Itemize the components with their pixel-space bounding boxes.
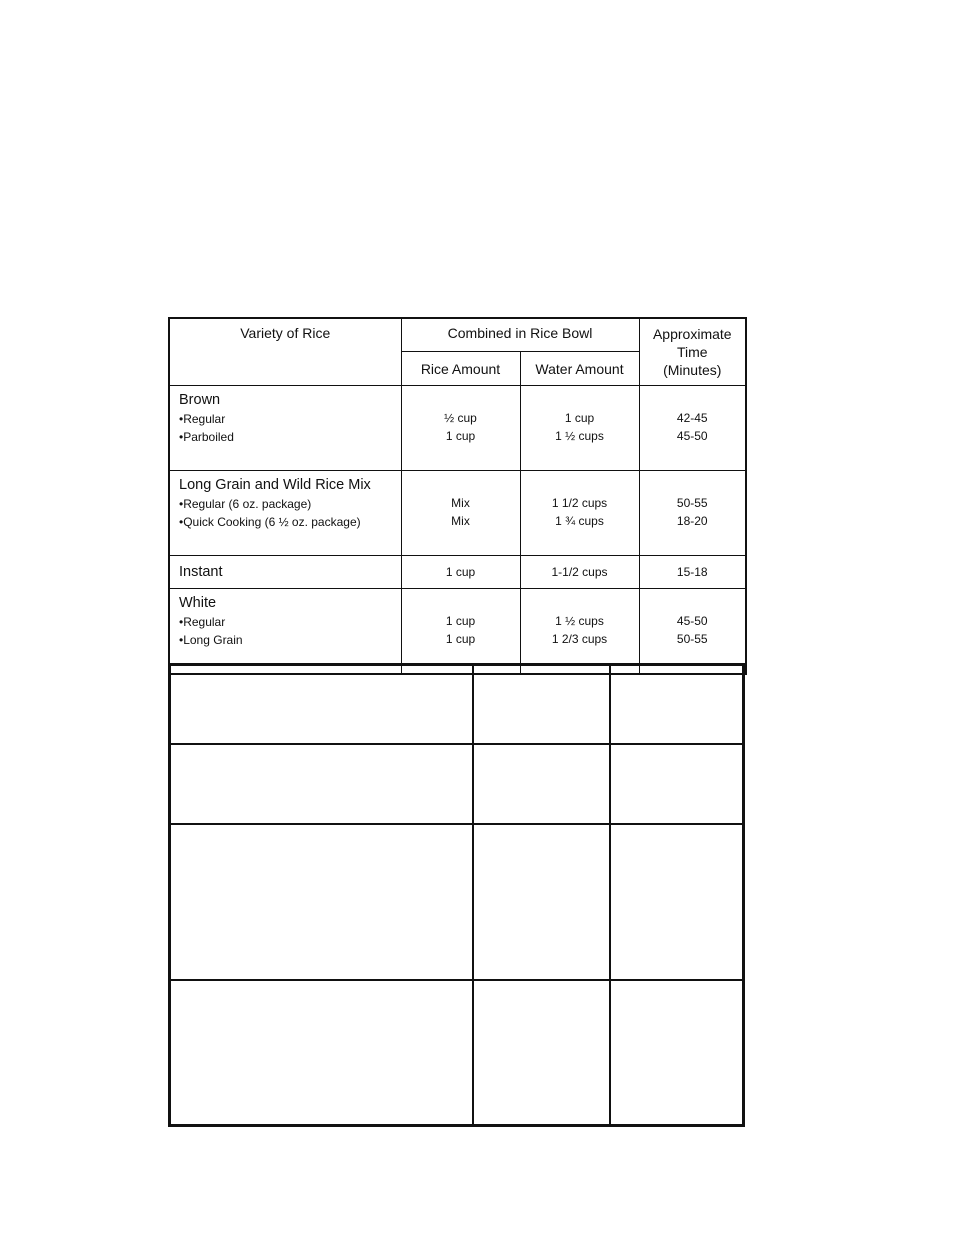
blank-row	[170, 980, 744, 1126]
header-combined: Combined in Rice Bowl	[401, 318, 639, 352]
variety-cell: Instant	[169, 556, 401, 589]
blank-row	[170, 665, 744, 744]
rice-amount-cell: 1 cup	[401, 556, 520, 589]
table-row	[169, 556, 746, 589]
water-amount-cell: 1-1/2 cups	[520, 556, 639, 589]
water-amount-cell: 1 1/2 cups 1 ¾ cups	[520, 471, 639, 556]
blank-grid-table	[168, 663, 745, 1127]
blank-row	[170, 744, 744, 824]
blank-cell	[170, 744, 473, 824]
water-amount-cell: 1 ½ cups 1 2/3 cups	[520, 589, 639, 675]
blank-cell	[473, 744, 610, 824]
blank-cell	[170, 824, 473, 980]
header-water-amount: Water Amount	[520, 352, 639, 386]
header-time: Approximate Time (Minutes)	[639, 318, 746, 386]
blank-cell	[610, 744, 744, 824]
blank-row	[170, 824, 744, 980]
blank-cell	[473, 665, 610, 744]
time-cell: 42-45 45-50	[639, 386, 746, 471]
variety-cell: Brown •Regular •Parboiled	[169, 386, 401, 471]
water-amount-cell: 1 cup 1 ½ cups	[520, 386, 639, 471]
rice-cooking-table	[168, 317, 747, 675]
header-rice-amount: Rice Amount	[401, 352, 520, 386]
time-cell: 45-50 50-55	[639, 589, 746, 675]
blank-cell	[610, 824, 744, 980]
blank-cell	[473, 824, 610, 980]
blank-cell	[610, 665, 744, 744]
blank-cell	[170, 665, 473, 744]
rice-amount-cell: ½ cup 1 cup	[401, 386, 520, 471]
blank-cell	[610, 980, 744, 1126]
blank-cell	[473, 980, 610, 1126]
table-row	[169, 386, 746, 471]
variety-cell: White •Regular •Long Grain	[169, 589, 401, 675]
table-row	[169, 589, 746, 675]
variety-cell: Long Grain and Wild Rice Mix •Regular (6 oz. package) •Quick Cooking (6 ½ oz. package)	[169, 471, 401, 556]
table-row	[169, 471, 746, 556]
rice-amount-cell: 1 cup 1 cup	[401, 589, 520, 675]
time-cell: 50-55 18-20	[639, 471, 746, 556]
blank-cell	[170, 980, 473, 1126]
time-cell: 15-18	[639, 556, 746, 589]
rice-amount-cell: Mix Mix	[401, 471, 520, 556]
header-variety: Variety of Rice	[169, 318, 401, 386]
